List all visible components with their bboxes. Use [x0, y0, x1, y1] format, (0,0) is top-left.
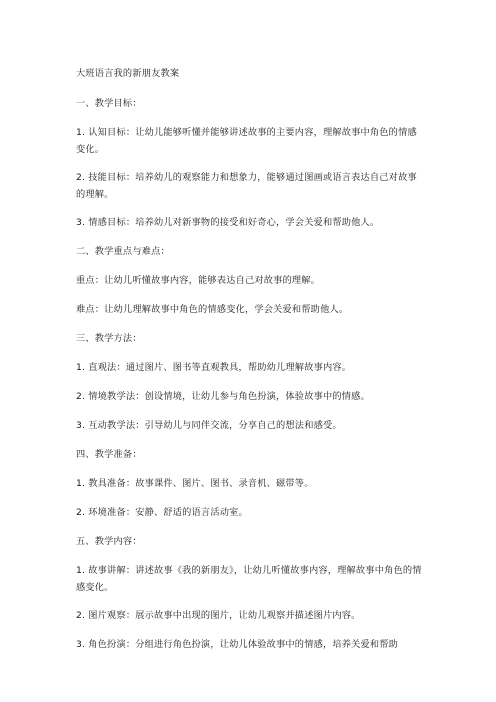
- paragraph-role-play: 3. 角色扮演：分组进行角色扮演，让幼儿体验故事中的情感，培养关爱和帮助: [76, 638, 399, 650]
- paragraph-story-explanation: 1. 故事讲解：讲述故事《我的新朋友》，让幼儿听懂故事内容，理解故事中角色的情感变化。: [76, 564, 422, 593]
- section-heading-preparation: 四、教学准备：: [76, 448, 142, 460]
- paragraph-teaching-aids: 1. 教具准备：故事课件、图片、图书、录音机、磁带等。: [76, 477, 314, 489]
- document-body: [76, 65, 426, 665]
- section-heading-methods: 三、教学方法：: [76, 332, 142, 344]
- paragraph-key-point: 重点：让幼儿听懂故事内容，能够表达自己对故事的理解。: [76, 274, 321, 286]
- paragraph-skill-goal: 2. 技能目标：培养幼儿的观察能力和想象力，能够通过图画或语言表达自己对故事的理解。: [76, 171, 417, 200]
- paragraph-environment: 2. 环境准备：安静、舒适的语言活动室。: [76, 506, 248, 518]
- paragraph-emotional-goal: 3. 情感目标：培养幼儿对新事物的接受和好奇心，学会关爱和帮助他人。: [76, 216, 380, 228]
- paragraph-picture-observation: 2. 图片观察：展示故事中出现的图片，让幼儿观察并描述图片内容。: [76, 609, 361, 621]
- document-title: 大班语言我的新朋友教案: [76, 68, 180, 79]
- section-heading-objectives: 一、教学目标：: [76, 97, 142, 109]
- paragraph-difficulty: 难点：让幼儿理解故事中角色的情感变化，学会关爱和帮助他人。: [76, 303, 349, 315]
- section-heading-content: 五、教学内容：: [76, 535, 142, 547]
- paragraph-method-intuitive: 1. 直观法：通过图片、图书等直观教具，帮助幼儿理解故事内容。: [76, 361, 352, 373]
- paragraph-method-situational: 2. 情境教学法：创设情境，让幼儿参与角色扮演，体验故事中的情感。: [76, 390, 370, 402]
- paragraph-cognitive-goal: 1. 认知目标：让幼儿能够听懂并能够讲述故事的主要内容，理解故事中角色的情感变化。: [76, 126, 417, 155]
- section-heading-key-points: 二、教学重点与难点：: [76, 245, 170, 257]
- paragraph-method-interactive: 3. 互动教学法：引导幼儿与同伴交流，分享自己的想法和感受。: [76, 419, 342, 431]
